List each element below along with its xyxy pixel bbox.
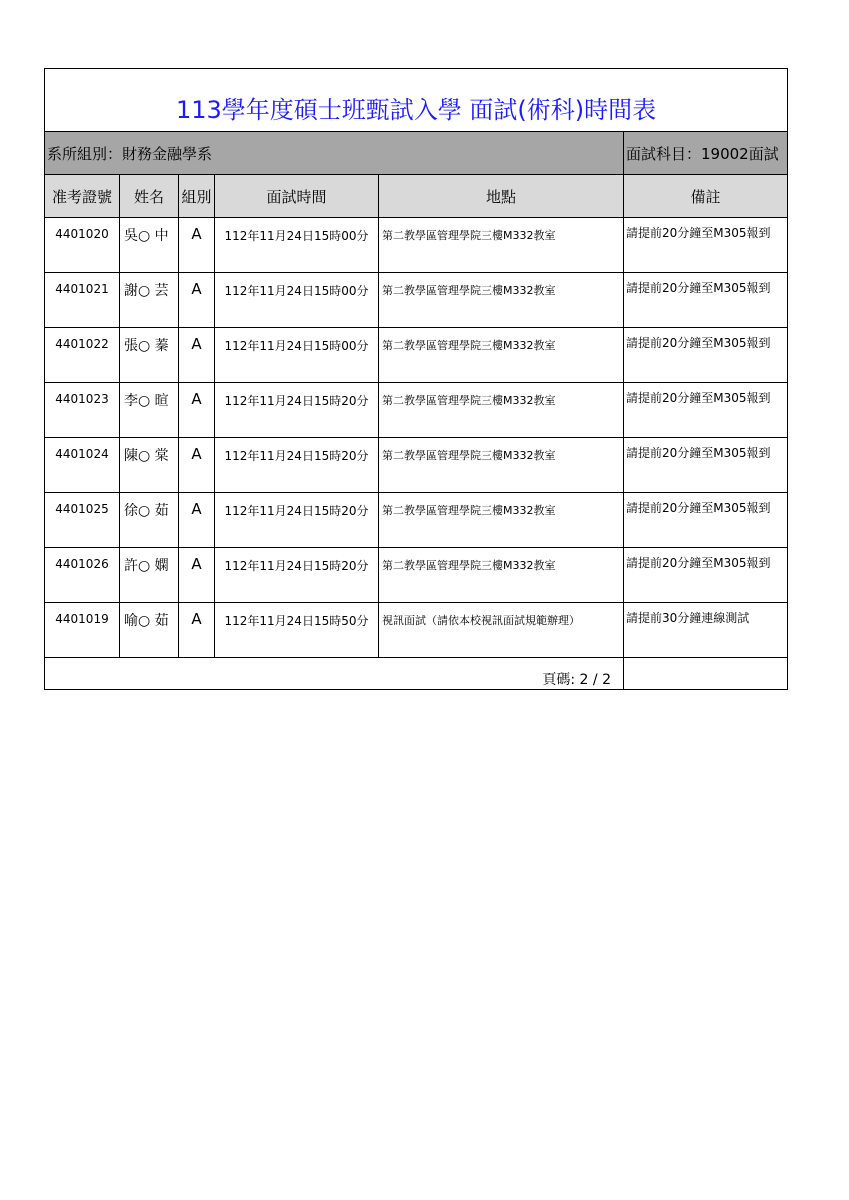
- cell-group: A: [179, 218, 215, 273]
- cell-location: 第二教學區管理學院三樓M332教室: [379, 548, 624, 603]
- cell-location: 第二教學區管理學院三樓M332教室: [379, 328, 624, 383]
- cell-name: 張○ 蓁: [120, 328, 179, 383]
- cell-name: 徐○ 茹: [120, 493, 179, 548]
- footer-row: [45, 658, 788, 690]
- cell-time: 112年11月24日15時20分: [215, 493, 379, 548]
- cell-location: 第二教學區管理學院三樓M332教室: [379, 493, 624, 548]
- column-header-group: 組別: [179, 175, 215, 218]
- cell-location: 第二教學區管理學院三樓M332教室: [379, 438, 624, 493]
- cell-time: 112年11月24日15時50分: [215, 603, 379, 658]
- header-row: [45, 175, 788, 218]
- cell-note: 請提前20分鐘至M305報到: [624, 383, 788, 438]
- cell-time: 112年11月24日15時20分: [215, 383, 379, 438]
- cell-location: 第二教學區管理學院三樓M332教室: [379, 218, 624, 273]
- table-row: [45, 383, 788, 438]
- cell-note: 請提前20分鐘至M305報到: [624, 548, 788, 603]
- table-row: [45, 273, 788, 328]
- cell-name: 謝○ 芸: [120, 273, 179, 328]
- cell-id: 4401026: [45, 548, 120, 603]
- cell-id: 4401025: [45, 493, 120, 548]
- cell-group: A: [179, 493, 215, 548]
- schedule-sheet: [44, 68, 787, 690]
- cell-id: 4401024: [45, 438, 120, 493]
- cell-note: 請提前20分鐘至M305報到: [624, 328, 788, 383]
- cell-id: 4401020: [45, 218, 120, 273]
- table-row: [45, 438, 788, 493]
- table-row: [45, 603, 788, 658]
- cell-time: 112年11月24日15時20分: [215, 548, 379, 603]
- cell-time: 112年11月24日15時00分: [215, 273, 379, 328]
- schedule-table: [44, 68, 788, 690]
- department-label: 系所組別：財務金融學系: [45, 132, 624, 175]
- cell-note: 請提前20分鐘至M305報到: [624, 438, 788, 493]
- cell-time: 112年11月24日15時00分: [215, 328, 379, 383]
- cell-time: 112年11月24日15時20分: [215, 438, 379, 493]
- cell-name: 許○ 嫻: [120, 548, 179, 603]
- page-number: 頁碼: 2 / 2: [45, 658, 624, 690]
- cell-name: 陳○ 棠: [120, 438, 179, 493]
- column-header-name: 姓名: [120, 175, 179, 218]
- title-cell: [45, 69, 788, 132]
- cell-group: A: [179, 383, 215, 438]
- column-header-time: 面試時間: [215, 175, 379, 218]
- cell-note: 請提前20分鐘至M305報到: [624, 218, 788, 273]
- subject-label: 面試科目：19002面試: [624, 132, 788, 175]
- column-header-location: 地點: [379, 175, 624, 218]
- cell-name: 李○ 暄: [120, 383, 179, 438]
- cell-group: A: [179, 438, 215, 493]
- cell-group: A: [179, 603, 215, 658]
- cell-id: 4401023: [45, 383, 120, 438]
- cell-id: 4401019: [45, 603, 120, 658]
- cell-group: A: [179, 328, 215, 383]
- cell-note: 請提前30分鐘連線測試: [624, 603, 788, 658]
- footer-empty-cell: [624, 658, 788, 690]
- cell-group: A: [179, 273, 215, 328]
- cell-group: A: [179, 548, 215, 603]
- cell-id: 4401021: [45, 273, 120, 328]
- cell-id: 4401022: [45, 328, 120, 383]
- cell-note: 請提前20分鐘至M305報到: [624, 493, 788, 548]
- table-row: [45, 328, 788, 383]
- cell-location: 第二教學區管理學院三樓M332教室: [379, 273, 624, 328]
- cell-location: 視訊面試（請依本校視訊面試規範辦理）: [379, 603, 624, 658]
- cell-note: 請提前20分鐘至M305報到: [624, 273, 788, 328]
- cell-time: 112年11月24日15時00分: [215, 218, 379, 273]
- cell-name: 喻○ 茹: [120, 603, 179, 658]
- table-row: [45, 548, 788, 603]
- column-header-note: 備註: [624, 175, 788, 218]
- cell-name: 吳○ 中: [120, 218, 179, 273]
- table-row: [45, 218, 788, 273]
- table-row: [45, 493, 788, 548]
- cell-location: 第二教學區管理學院三樓M332教室: [379, 383, 624, 438]
- page-title: 113學年度碩士班甄試入學 面試(術科)時間表: [175, 96, 657, 124]
- column-header-id: 准考證號: [45, 175, 120, 218]
